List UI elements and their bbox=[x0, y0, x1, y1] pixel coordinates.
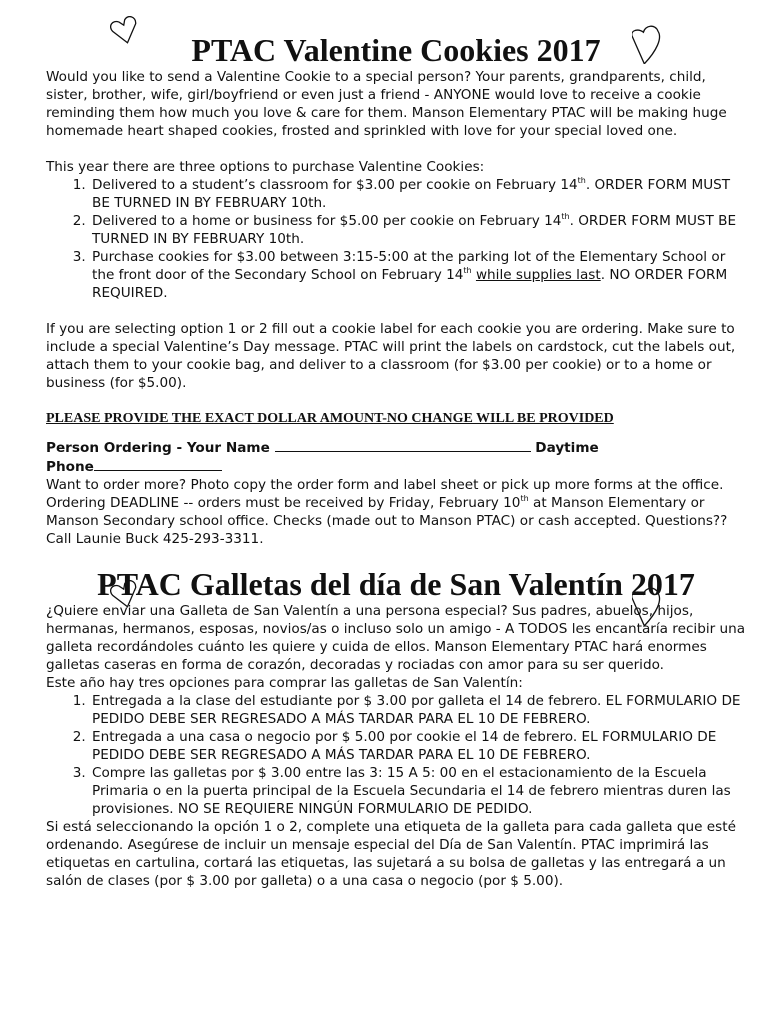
english-option-2 bbox=[90, 212, 746, 248]
spanish-intro: ¿Quiere enviar una Galleta de San Valentín a una persona especial? Sus padres, abuelos, hijos, hermanas, hermanos, esposas, novios/as o incluso solo un amigo - A TODOS les encantaría recibir una galleta recordándoles cuánto les quiere y cuida de ellos. Manson Elementary PTAC hará enormes galletas caseras en forma de corazón, decoradas y rociadas con amor para su ser querido. bbox=[46, 603, 746, 673]
english-option-1-text: Delivered to a student’s classroom for $3.00 per cookie on February 14 bbox=[92, 177, 578, 193]
superscript: th bbox=[577, 176, 586, 185]
person-ordering-label: Person Ordering - Your Name bbox=[46, 440, 270, 456]
english-title: PTAC Valentine Cookies 2017 bbox=[191, 32, 601, 68]
english-option-2-text: Delivered to a home or business for $5.00 per cookie on February 14 bbox=[92, 213, 562, 229]
spanish-title: PTAC Galletas del día de San Valentín 2017 bbox=[97, 566, 695, 602]
while-supplies-last: while supplies last bbox=[475, 267, 601, 283]
spanish-option-3: 3. Compre las galletas por $ 3.00 entre las 3: 15 A 5: 00 en el estacionamiento de la Escuela Primaria o en la puerta principal de la Escuela Secundaria el 14 de febrero mientras duren las provisiones. NO SE REQUIERE NINGÚN FORMULARIO DE PEDIDO. bbox=[90, 764, 746, 818]
phone-label: Phone bbox=[46, 459, 94, 475]
superscript: th bbox=[520, 494, 529, 503]
english-option-3-note: . NO ORDER FORM REQUIRED. bbox=[92, 267, 728, 301]
phone-blank-field[interactable] bbox=[94, 457, 222, 471]
english-options-list bbox=[46, 176, 746, 302]
flyer-page bbox=[46, 0, 746, 890]
english-option-3 bbox=[90, 248, 746, 302]
superscript: th bbox=[463, 266, 472, 275]
order-more-info bbox=[46, 476, 746, 548]
english-intro: Would you like to send a Valentine Cookie to a special person? Your parents, grandparents, child, sister, brother, wife, girl/boyfriend or even just a friend - ANYONE would love to receive a cookie reminding them how much you love & care for them. Manson Elementary PTAC will be making huge homemade heart shaped cookies, frosted and sprinkled with love for your special loved one. bbox=[46, 69, 727, 139]
order-name-line bbox=[46, 438, 746, 476]
english-option-2-deadline: . ORDER FORM MUST BE TURNED IN BY FEBRUARY 10th. bbox=[92, 213, 737, 247]
superscript: th bbox=[561, 212, 570, 221]
english-options-intro: This year there are three options to purchase Valentine Cookies: bbox=[46, 159, 485, 175]
spanish-options-intro: Este año hay tres opciones para comprar las galletas de San Valentín: bbox=[46, 675, 523, 691]
daytime-label: Daytime bbox=[535, 440, 599, 456]
name-blank-field[interactable] bbox=[275, 438, 531, 452]
exact-amount-notice: PLEASE PROVIDE THE EXACT DOLLAR AMOUNT-NO CHANGE WILL BE PROVIDED bbox=[46, 411, 614, 426]
spanish-label-instructions: Si está seleccionando la opción 1 o 2, complete una etiqueta de la galleta para cada galleta que esté ordenando. Asegúrese de incluir un mensaje especial del Día de San Valentín. PTAC imprimirá las etiquetas en cartulina, cortará las etiquetas, las sujetará a su bolsa de galletas y las entregará a un salón de clases (por $ 3.00 por galleta) o a una casa o negocio (por $ 5.00). bbox=[46, 819, 736, 889]
order-more-contact: at Manson Elementary or Manson Secondary school office. Checks (made out to Manson PTAC) or cash accepted. Questions?? Call Launie Buck 425-293-3311. bbox=[46, 495, 728, 547]
spanish-option-2: 2. Entregada a una casa o negocio por $ 5.00 por cookie el 14 de febrero. EL FORMULARIO DE PEDIDO DEBE SER REGRESADO A MÁS TARDAR PARA EL 10 DE FEBRERO. bbox=[90, 728, 746, 764]
spanish-options-list bbox=[46, 692, 746, 818]
english-option-1 bbox=[90, 176, 746, 212]
spanish-option-1: 1. Entregada a la clase del estudiante por $ 3.00 por galleta el 14 de febrero. EL FORMULARIO DE PEDIDO DEBE SER REGRESADO A MÁS TARDAR PARA EL 10 DE FEBRERO. bbox=[90, 692, 746, 728]
english-option-3-text: Purchase cookies for $3.00 between 3:15-5:00 at the parking lot of the Elementary School or the front door of the Secondary School on February 14 bbox=[92, 249, 726, 283]
english-option-1-deadline: . ORDER FORM MUST BE TURNED IN BY FEBRUARY 10th. bbox=[92, 177, 731, 211]
english-label-instructions: If you are selecting option 1 or 2 fill out a cookie label for each cookie you are ordering. Make sure to include a special Valentine’s Day message. PTAC will print the labels on cardstock, cut the labels out, attach them to your cookie bag, and deliver to a classroom (for $3.00 per cookie) or to a home or business (for $5.00). bbox=[46, 321, 736, 391]
order-more-text: Want to order more? Photo copy the order form and label sheet or pick up more forms at the office. Ordering DEADLINE -- orders must be received by Friday, February 10 bbox=[46, 477, 724, 511]
